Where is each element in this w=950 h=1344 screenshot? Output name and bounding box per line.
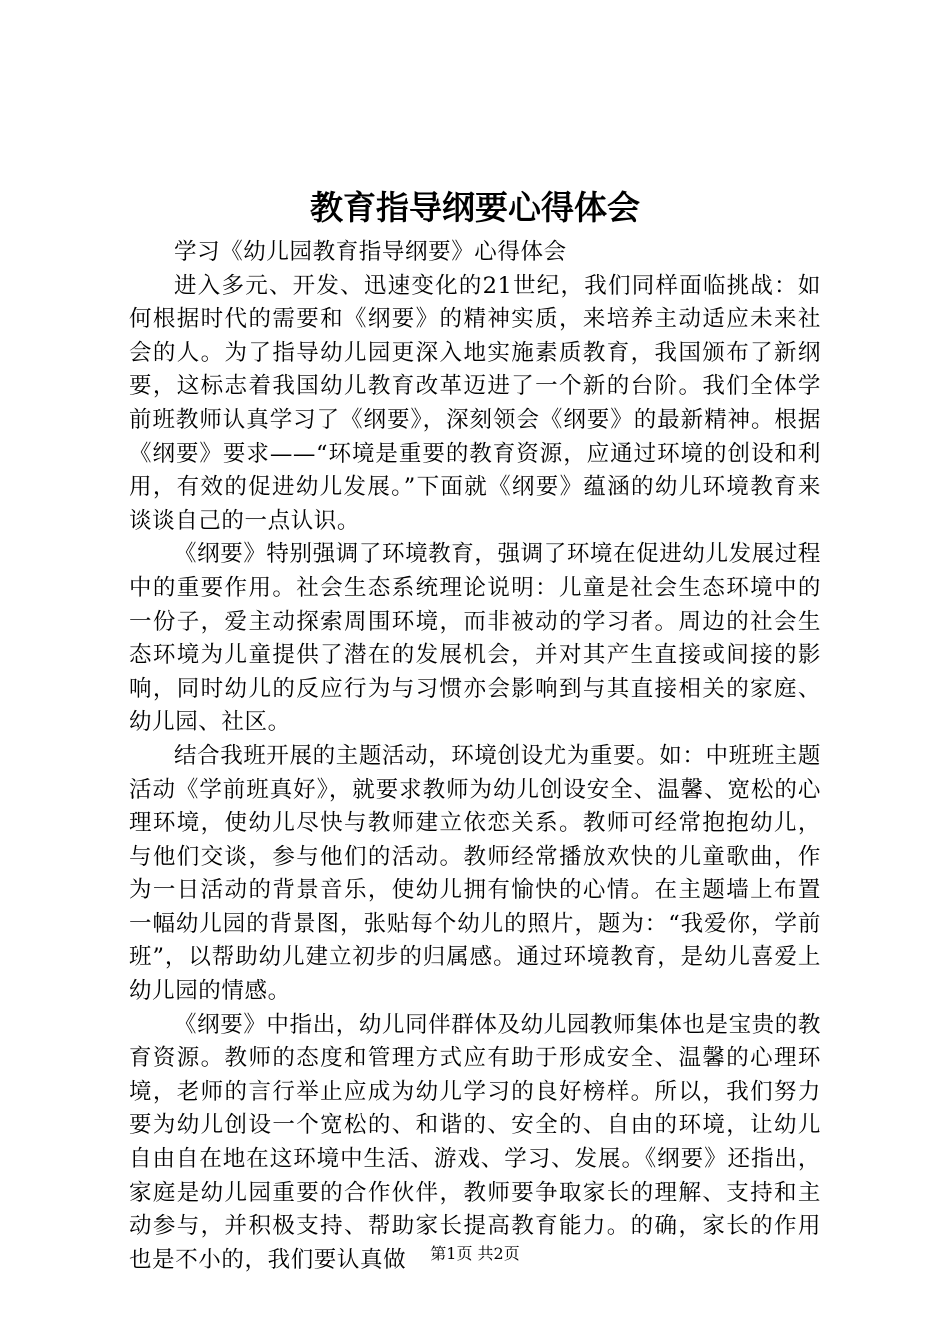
body-paragraph: 《纲要》中指出，幼儿同伴群体及幼儿园教师集体也是宝贵的教育资源。教师的态度和管理方式应有助于形成安全、温馨的心理环境，老师的言行举止应成为幼儿学习的良好榜样。所以，我们努力要为幼儿创设一个宽松的、和谐的、安全的、自由的环境，让幼儿自由自在地在这环境中生活、游戏、学习、发展。《纲要》还指出，家庭是幼儿园重要的合作伙伴，教师要争取家长的理解、支持和主动参与，并积极支持、帮助家长提高教育能力。的确，家长的作用也是不小的，我们要认真做 (129, 1011, 821, 1273)
body-paragraph: 结合我班开展的主题活动，环境创设尤为重要。如：中班班主题活动《学前班真好》，就要求教师为幼儿创设安全、温馨、宽松的心理环境，使幼儿尽快与教师建立依恋关系。教师可经常抱抱幼儿，与他们交谈，参与他们的活动。教师经常播放欢快的儿童歌曲，作为一日活动的背景音乐，使幼儿拥有愉快的心情。在主题墙上布置一幅幼儿园的背景图，张贴每个幼儿的照片，题为：“我爱你，学前班”，以帮助幼儿建立初步的归属感。通过环境教育，是幼儿喜爱上幼儿园的情感。 (129, 742, 821, 1005)
body-paragraph: 《纲要》特别强调了环境教育，强调了环境在促进幼儿发展过程中的重要作用。社会生态系统理论说明：儿童是社会生态环境中的一份子，爱主动探索周围环境，而非被动的学习者。周边的社会生态环境为儿童提供了潜在的发展机会，并对其产生直接或间接的影响，同时幼儿的反应行为与习惯亦会影响到与其直接相关的家庭、幼儿园、社区。 (129, 541, 821, 736)
page-number-footer: 第1页 共2页 (430, 1244, 520, 1263)
document-title: 教育指导纲要心得体会 (310, 188, 640, 227)
subtitle-paragraph: 学习《幼儿园教育指导纲要》心得体会 (174, 239, 567, 265)
document-body (129, 236, 821, 1277)
body-paragraph: 进入多元、开发、迅速变化的21世纪，我们同样面临挑战：如何根据时代的需要和《纲要》的精神实质，来培养主动适应未来社会的人。为了指导幼儿园更深入地实施素质教育，我国颁布了新纲要，这标志着我国幼儿教育改革迈进了一个新的台阶。我们全体学前班教师认真学习了《纲要》，深刻领会《纲要》的最新精神。根据《纲要》要求——“环境是重要的教育资源，应通过环境的创设和利用，有效的促进幼儿发展。”下面就《纲要》蕴涵的幼儿环境教育来谈谈自己的一点认识。 (129, 272, 821, 534)
